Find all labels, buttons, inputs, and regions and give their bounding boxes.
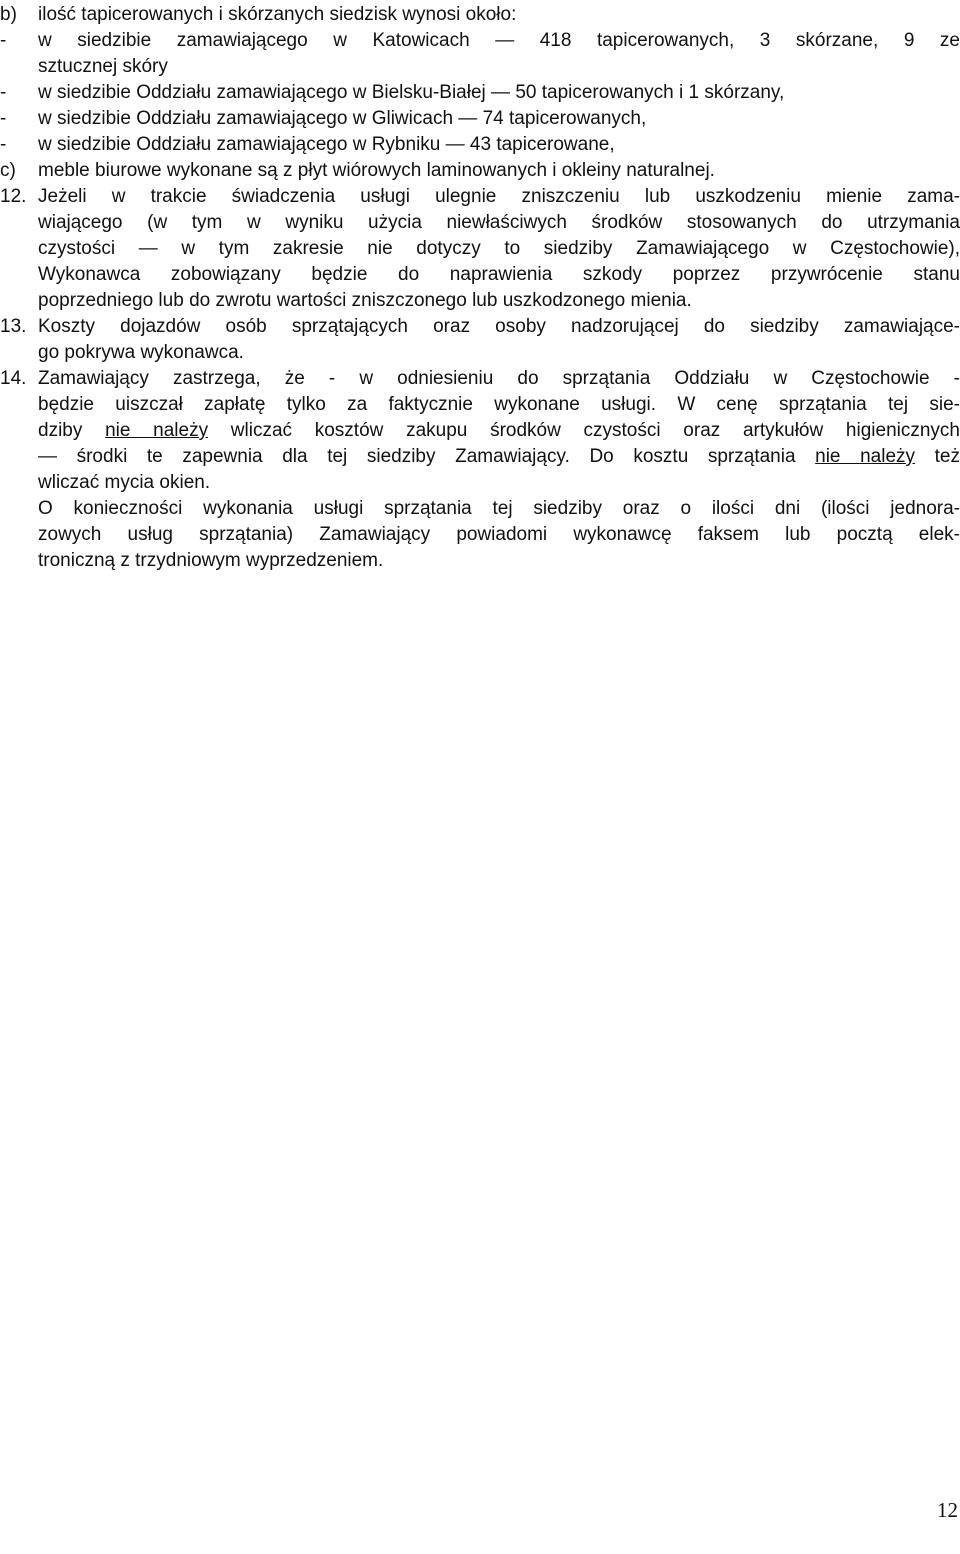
section-13-number: 13. <box>0 316 27 337</box>
section-14-para2-line-3: troniczną z trzydniowym wyprzedzeniem. <box>38 550 384 571</box>
page-number: 12 <box>937 1498 958 1522</box>
dash-item-katowice <box>0 28 960 80</box>
dash-marker: - <box>0 82 7 103</box>
dash-item-katowice-line-2: sztucznej skóry <box>38 56 168 77</box>
section-14-line-1: Zamawiający zastrzega, że - w odniesieniu do sprzątania Oddziału w Częstochowie - <box>38 368 960 389</box>
section-12-line-5: poprzedniego lub do zwrotu wartości zniszczonego lub uszkodzonego mienia. <box>38 290 692 311</box>
section-12-number: 12. <box>0 186 27 207</box>
list-item-c-text: meble biurowe wykonane są z płyt wiórowych laminowanych i okleiny naturalnej. <box>38 160 715 181</box>
section-13 <box>0 314 960 366</box>
section-14-line-3-pre: dziby <box>38 420 83 441</box>
section-12 <box>0 184 960 314</box>
dash-item-katowice-line-1: w siedzibie zamawiającego w Katowicach — 418 tapicerowanych, 3 skórzane, 9 ze <box>38 30 960 51</box>
list-marker-b: b) <box>0 4 17 25</box>
dash-marker: - <box>0 30 7 51</box>
section-12-line-4: Wykonawca zobowiązany będzie do naprawienia szkody poprzez przywrócenie stanu <box>38 264 960 285</box>
section-14-para2-line-1: O konieczności wykonania usługi sprzątania tej siedziby oraz o ilości dni (ilości jednora- <box>38 498 960 519</box>
underlined-not-included-1: nie należy <box>105 420 209 441</box>
underlined-not-included-2: nie należy <box>815 446 916 467</box>
list-item-b-text: ilość tapicerowanych i skórzanych siedzisk wynosi około: <box>38 4 517 25</box>
list-item-b <box>0 2 960 28</box>
section-12-line-1: Jeżeli w trakcie świadczenia usługi ulegnie zniszczeniu lub uszkodzeniu mienie zama- <box>38 186 960 207</box>
list-item-c <box>0 158 960 184</box>
section-14-line-3-post: wliczać kosztów zakupu środków czystości oraz artykułów higienicznych <box>230 420 960 441</box>
section-13-line-2: go pokrywa wykonawca. <box>38 342 244 363</box>
dash-marker: - <box>0 108 7 129</box>
dash-item-rybnik-text: w siedzibie Oddziału zamawiającego w Rybniku — 43 tapicerowane, <box>38 134 615 155</box>
dash-item-bielsko-text: w siedzibie Oddziału zamawiającego w Bielsku-Białej — 50 tapicerowanych i 1 skórzany, <box>38 82 785 103</box>
dash-item-bielsko <box>0 80 960 106</box>
section-13-line-1: Koszty dojazdów osób sprzątających oraz osoby nadzorującej do siedziby zamawiające- <box>38 316 960 337</box>
section-14-line-2: będzie uiszczał zapłatę tylko za faktycznie wykonane usługi. W cenę sprzątania tej sie- <box>38 394 960 415</box>
dash-item-rybnik <box>0 132 960 158</box>
document-content <box>0 2 960 574</box>
section-14 <box>0 366 960 574</box>
section-12-line-3: czystości — w tym zakresie nie dotyczy to siedziby Zamawiającego w Częstochowie), <box>38 238 960 259</box>
section-14-number: 14. <box>0 368 27 389</box>
section-14-line-4 <box>38 444 960 470</box>
section-14-para2-line-2: zowych usług sprzątania) Zamawiający powiadomi wykonawcę faksem lub pocztą elek- <box>38 524 960 545</box>
section-14-line-5: wliczać mycia okien. <box>38 472 211 493</box>
section-12-line-2: wiającego (w tym w wyniku użycia niewłaściwych środków stosowanych do utrzymania <box>38 212 960 233</box>
dash-item-gliwice <box>0 106 960 132</box>
dash-item-gliwice-text: w siedzibie Oddziału zamawiającego w Gliwicach — 74 tapicerowanych, <box>38 108 647 129</box>
section-14-line-3 <box>38 418 960 444</box>
list-marker-c: c) <box>0 160 16 181</box>
section-14-line-4-pre: — środki te zapewnia dla tej siedziby Zamawiający. Do kosztu sprzątania <box>38 446 796 467</box>
dash-marker: - <box>0 134 7 155</box>
section-14-line-4-post: też <box>934 446 960 467</box>
